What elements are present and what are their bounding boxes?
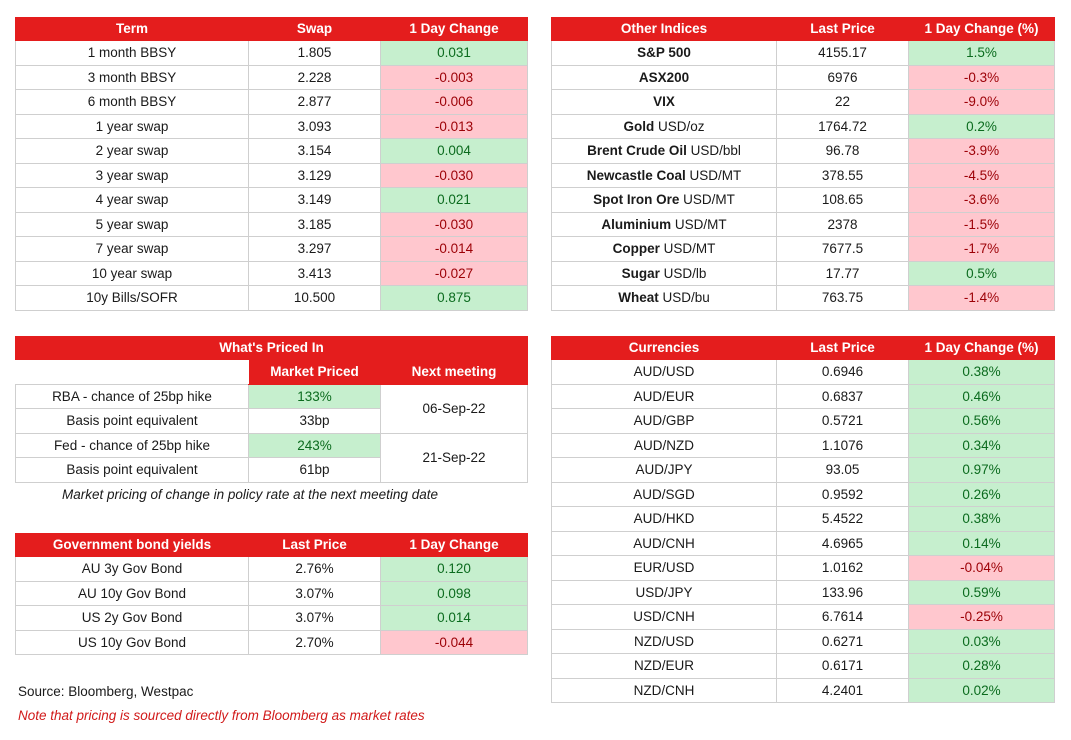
term-cell: 10y Bills/SOFR [16,286,249,311]
currencies-table [551,336,1055,703]
bond-name-cell: AU 10y Gov Bond [16,581,249,606]
term-cell: 3 year swap [16,163,249,188]
price-cell: 96.78 [777,139,909,164]
header-government-bond-yields: Government bond yields [16,534,249,557]
change-cell: 0.5% [909,261,1055,286]
term-cell: 10 year swap [16,261,249,286]
index-unit: USD/MT [679,192,735,207]
price-cell: 2378 [777,212,909,237]
currency-pair-cell: AUD/CNH [552,531,777,556]
index-name: Spot Iron Ore [593,192,680,207]
swap-value-cell: 3.297 [249,237,381,262]
swap-value-cell: 1.805 [249,41,381,66]
table-row [552,90,1055,115]
price-cell: 17.77 [777,261,909,286]
index-name: Wheat [618,290,659,305]
index-name: S&P 500 [637,45,691,60]
index-name: Aluminium [601,216,672,232]
change-cell: -0.030 [381,212,528,237]
change-cell: -0.04% [909,556,1055,581]
table-row [552,678,1055,703]
change-cell: -0.044 [381,630,528,655]
table-row [552,458,1055,483]
currency-pair-cell: AUD/HKD [552,507,777,532]
priced-title: What's Priced In [16,337,528,360]
term-cell: 1 month BBSY [16,41,249,66]
priced-value: 61bp [249,458,381,483]
table-row [16,557,528,582]
table-row [552,556,1055,581]
price-cell: 4155.17 [777,41,909,66]
price-cell: 378.55 [777,163,909,188]
index-name-cell [552,90,777,115]
price-cell: 22 [777,90,909,115]
change-cell: -1.5% [909,212,1055,237]
index-unit: USD/oz [654,118,705,134]
whats-priced-in-table [15,336,528,483]
price-cell: 0.6271 [777,629,909,654]
change-cell: 0.97% [909,458,1055,483]
rba-next-meeting: 06-Sep-22 [381,384,528,433]
index-unit: USD/MT [659,241,716,256]
table-row [552,654,1055,679]
swap-value-cell: 2.228 [249,65,381,90]
table-row [16,114,528,139]
priced-value: 243% [249,433,381,458]
price-cell: 0.5721 [777,409,909,434]
change-cell: 0.14% [909,531,1055,556]
header-term: Term [16,18,249,41]
table-row [552,605,1055,630]
header-bond-last-price: Last Price [249,534,381,557]
currency-pair-cell: AUD/JPY [552,458,777,483]
table-row [552,261,1055,286]
priced-subheader-row [16,360,528,385]
index-name-cell [552,65,777,90]
currency-pair-cell: NZD/USD [552,629,777,654]
change-cell: 0.02% [909,678,1055,703]
change-cell: 0.031 [381,41,528,66]
table-row [552,433,1055,458]
header-swap: Swap [249,18,381,41]
price-cell: 3.07% [249,581,381,606]
table-row [552,286,1055,311]
change-cell: 0.004 [381,139,528,164]
index-unit: USD/bbl [686,143,741,158]
price-cell: 3.07% [249,606,381,631]
index-name-cell [552,237,777,262]
price-cell: 6.7614 [777,605,909,630]
change-cell: 0.28% [909,654,1055,679]
table-row [552,163,1055,188]
change-cell: 0.875 [381,286,528,311]
price-cell: 4.2401 [777,678,909,703]
table-row [16,237,528,262]
currency-pair-cell: AUD/EUR [552,384,777,409]
table-row [552,507,1055,532]
table-row [16,384,528,409]
index-name: VIX [653,94,675,109]
change-cell: 0.59% [909,580,1055,605]
swap-table-header [16,18,528,41]
index-name: Copper [612,241,660,256]
index-name-cell [552,114,777,139]
table-row [16,163,528,188]
index-name-cell [552,163,777,188]
index-name-cell [552,286,777,311]
header-1-day-change: 1 Day Change [381,18,528,41]
change-cell: -9.0% [909,90,1055,115]
table-row [16,90,528,115]
header-other-indices: Other Indices [552,18,777,41]
change-cell: -0.25% [909,605,1055,630]
table-row [16,606,528,631]
change-cell: -3.9% [909,139,1055,164]
table-row [16,41,528,66]
change-cell: 0.46% [909,384,1055,409]
term-cell: 4 year swap [16,188,249,213]
swap-value-cell: 3.129 [249,163,381,188]
price-cell: 1.0162 [777,556,909,581]
source-note: Source: Bloomberg, Westpac [18,684,194,699]
price-cell: 4.6965 [777,531,909,556]
index-unit: USD/lb [659,265,707,281]
header-market-priced: Market Priced [249,360,381,385]
table-row [552,409,1055,434]
fed-next-meeting: 21-Sep-22 [381,433,528,482]
change-cell: 0.014 [381,606,528,631]
index-name-cell [552,212,777,237]
priced-value: 33bp [249,409,381,434]
index-name-cell [552,41,777,66]
index-unit: USD/MT [671,216,727,232]
change-cell: -4.5% [909,163,1055,188]
change-cell: -0.014 [381,237,528,262]
price-cell: 1764.72 [777,114,909,139]
change-cell: 0.26% [909,482,1055,507]
table-row [552,384,1055,409]
header-next-meeting: Next meeting [381,360,528,385]
table-row [552,629,1055,654]
table-row [16,65,528,90]
index-name: Sugar [621,265,660,281]
price-cell: 0.6171 [777,654,909,679]
table-row [16,212,528,237]
currency-pair-cell: USD/CNH [552,605,777,630]
swap-value-cell: 10.500 [249,286,381,311]
table-row [552,65,1055,90]
header-currency-1-day-change: 1 Day Change (%) [909,337,1055,360]
header-last-price: Last Price [777,18,909,41]
bond-name-cell: US 2y Gov Bond [16,606,249,631]
change-cell: -0.003 [381,65,528,90]
table-row [552,41,1055,66]
index-name: Newcastle Coal [586,167,686,183]
term-cell: 6 month BBSY [16,90,249,115]
index-name-cell [552,139,777,164]
table-row [552,360,1055,385]
change-cell: 0.38% [909,360,1055,385]
priced-label: Fed - chance of 25bp hike [16,433,249,458]
change-cell: 0.2% [909,114,1055,139]
index-unit: USD/bu [658,290,710,305]
price-cell: 1.1076 [777,433,909,458]
table-row [552,114,1055,139]
change-cell: -1.7% [909,237,1055,262]
change-cell: 0.03% [909,629,1055,654]
price-cell: 108.65 [777,188,909,213]
priced-subheader-blank [16,360,249,385]
bonds-table-header [16,534,528,557]
table-row [16,630,528,655]
change-cell: -3.6% [909,188,1055,213]
table-row [552,212,1055,237]
table-row [552,580,1055,605]
change-cell: 0.34% [909,433,1055,458]
price-cell: 2.76% [249,557,381,582]
swap-value-cell: 3.413 [249,261,381,286]
swap-value-cell: 3.154 [249,139,381,164]
table-row [16,139,528,164]
pricing-disclaimer: Note that pricing is sourced directly from Bloomberg as market rates [18,708,425,723]
currency-pair-cell: AUD/GBP [552,409,777,434]
header-currency-last-price: Last Price [777,337,909,360]
other-indices-table [551,17,1055,311]
swap-value-cell: 2.877 [249,90,381,115]
priced-title-row [16,337,528,360]
header-currencies: Currencies [552,337,777,360]
price-cell: 763.75 [777,286,909,311]
priced-label: RBA - chance of 25bp hike [16,384,249,409]
price-cell: 6976 [777,65,909,90]
price-cell: 2.70% [249,630,381,655]
table-row [16,581,528,606]
change-cell: 0.021 [381,188,528,213]
term-cell: 7 year swap [16,237,249,262]
term-cell: 5 year swap [16,212,249,237]
price-cell: 0.6837 [777,384,909,409]
table-row [552,237,1055,262]
change-cell: 0.120 [381,557,528,582]
bond-name-cell: US 10y Gov Bond [16,630,249,655]
index-name: Brent Crude Oil [587,143,687,158]
table-row [552,531,1055,556]
indices-table-header [552,18,1055,41]
change-cell: -0.030 [381,163,528,188]
price-cell: 93.05 [777,458,909,483]
currency-pair-cell: EUR/USD [552,556,777,581]
priced-note: Market pricing of change in policy rate at the next meeting date [62,487,438,502]
price-cell: 7677.5 [777,237,909,262]
priced-value: 133% [249,384,381,409]
index-name: ASX200 [638,69,690,85]
table-row [16,286,528,311]
index-name: Gold [623,118,655,134]
table-row [16,188,528,213]
change-cell: 1.5% [909,41,1055,66]
index-unit: USD/MT [685,167,742,183]
swap-value-cell: 3.185 [249,212,381,237]
change-cell: 0.098 [381,581,528,606]
priced-label: Basis point equivalent [16,458,249,483]
index-name-cell [552,261,777,286]
currency-pair-cell: USD/JPY [552,580,777,605]
change-cell: -0.3% [909,65,1055,90]
currency-pair-cell: NZD/EUR [552,654,777,679]
swap-value-cell: 3.149 [249,188,381,213]
currency-pair-cell: AUD/SGD [552,482,777,507]
price-cell: 0.9592 [777,482,909,507]
change-cell: 0.38% [909,507,1055,532]
term-cell: 2 year swap [16,139,249,164]
term-cell: 1 year swap [16,114,249,139]
change-cell: -0.013 [381,114,528,139]
table-row [552,139,1055,164]
header-1-day-change-pct: 1 Day Change (%) [909,18,1055,41]
change-cell: 0.56% [909,409,1055,434]
swap-value-cell: 3.093 [249,114,381,139]
priced-label: Basis point equivalent [16,409,249,434]
price-cell: 0.6946 [777,360,909,385]
currencies-table-header [552,337,1055,360]
bond-name-cell: AU 3y Gov Bond [16,557,249,582]
price-cell: 5.4522 [777,507,909,532]
term-cell: 3 month BBSY [16,65,249,90]
change-cell: -1.4% [909,286,1055,311]
header-bond-1-day-change: 1 Day Change [381,534,528,557]
currency-pair-cell: AUD/USD [552,360,777,385]
index-name-cell [552,188,777,213]
swap-rates-table [15,17,528,311]
currency-pair-cell: AUD/NZD [552,433,777,458]
currency-pair-cell: NZD/CNH [552,678,777,703]
change-cell: -0.006 [381,90,528,115]
table-row [552,188,1055,213]
table-row [16,433,528,458]
table-row [552,482,1055,507]
change-cell: -0.027 [381,261,528,286]
government-bond-yields-table [15,533,528,655]
table-row [16,261,528,286]
price-cell: 133.96 [777,580,909,605]
